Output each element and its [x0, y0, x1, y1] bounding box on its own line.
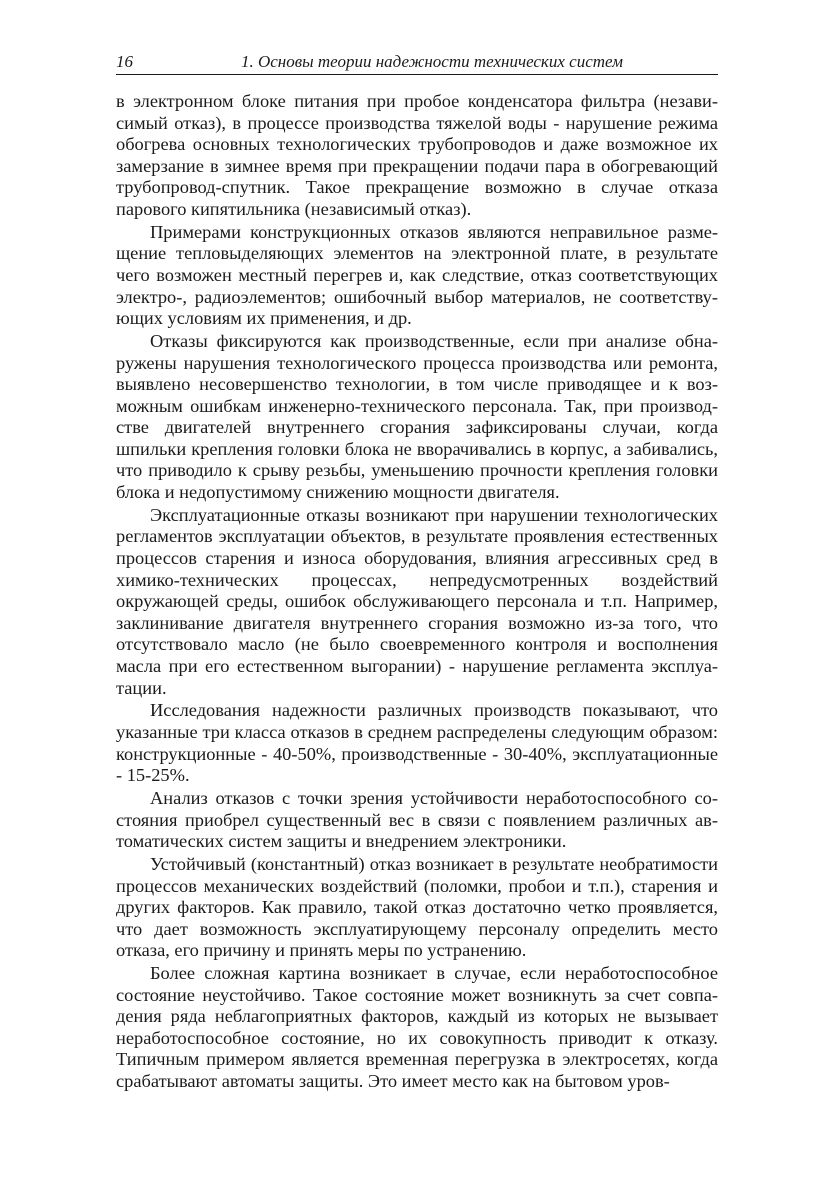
- chapter-title: 1. Основы теории надежности технических систем: [240, 52, 624, 71]
- paragraph-stable-failure: Устойчивый (константный) отказ возникает в результате необратимости процессов механических воздействий (поломки, пробои и т.п.), старения и других факторов. Как правило, такой отказ достаточно четко проявляется, что дает возможность эксплуатирующему персоналу определить место отказа, его причину и принять меры по устранению.: [116, 853, 718, 961]
- running-header: [116, 50, 718, 75]
- page-number: 16: [116, 52, 133, 71]
- paragraph-continuation: в электронном блоке питания при пробое конденсатора фильтра (независимый отказ), в процессе производства тяжелой воды - нарушение режима обогрева основных технологических трубопроводов и даже возможное их замерзание в зимнее время при прекращении подачи пара в обогревающий трубопровод-спутник. Такое прекращение возможно в случае отказа парового кипятильника (независимый отказ).: [116, 91, 718, 219]
- paragraph-production-failures: Отказы фиксируются как производственные, если при анализе обнаружены нарушения технологического процесса производства или ремонта, выявлено несовершенство технологии, в том числе приводящее и к возможным ошибкам инженерно-технического персонала. Так, при производстве двигателей внутреннего сгорания зафиксированы случаи, когда шпильки крепления головки блока не вворачивались в корпус, а забивались, что приводило к срыву резьбы, уменьшению прочности крепления головки блока и недопустимому снижению мощности двигателя.: [116, 330, 718, 503]
- paragraph-failure-distribution: Исследования надежности различных производств показывают, что указанные три класса отказов в среднем распределены следующим образом: конструкционные - 40-50%, производственные - 30-40%, эксплуатационные - 15-25%.: [116, 700, 718, 786]
- body-text: [116, 91, 718, 1094]
- paragraph-unstable-failure: Более сложная картина возникает в случае, если неработоспособное состояние неустойчиво. Такое состояние может возникнуть за счет совпадения ряда неблагоприятных факторов, каждый из которых не вызывает неработоспособное состояние, но их совокупность приводит к отказу. Типичным примером является временная перегрузка в электросетях, когда срабатывают автоматы защиты. Это имеет место как на бытовом уров-: [116, 963, 718, 1092]
- paragraph-stability-analysis: Анализ отказов с точки зрения устойчивости неработоспособного состояния приобрел существенный вес в связи с появлением различных автоматических систем защиты и внедрением электроники.: [116, 787, 718, 852]
- paragraph-design-failures: Примерами конструкционных отказов являются неправильное размещение тепловыделяющих элементов на электронной плате, в результате чего возможен местный перегрев и, как следствие, отказ соответствующих электро-, радиоэлементов; ошибочный выбор материалов, не соответствующих условиям их применения, и др.: [116, 221, 718, 329]
- paragraph-operational-failures: Эксплуатационные отказы возникают при нарушении технологических регламентов эксплуатации объектов, в результате проявления естественных процессов старения и износа оборудования, влияния агрессивных сред в химико-технических процессах, непредусмотренных воздействий окружающей среды, ошибок обслуживающего персонала и т.п. Например, заклинивание двигателя внутреннего сгорания возможно из-за того, что отсутствовало масло (не было своевременного контроля и восполнения масла при его естественном выгорании) - нарушение регламента эксплуатации.: [116, 504, 718, 698]
